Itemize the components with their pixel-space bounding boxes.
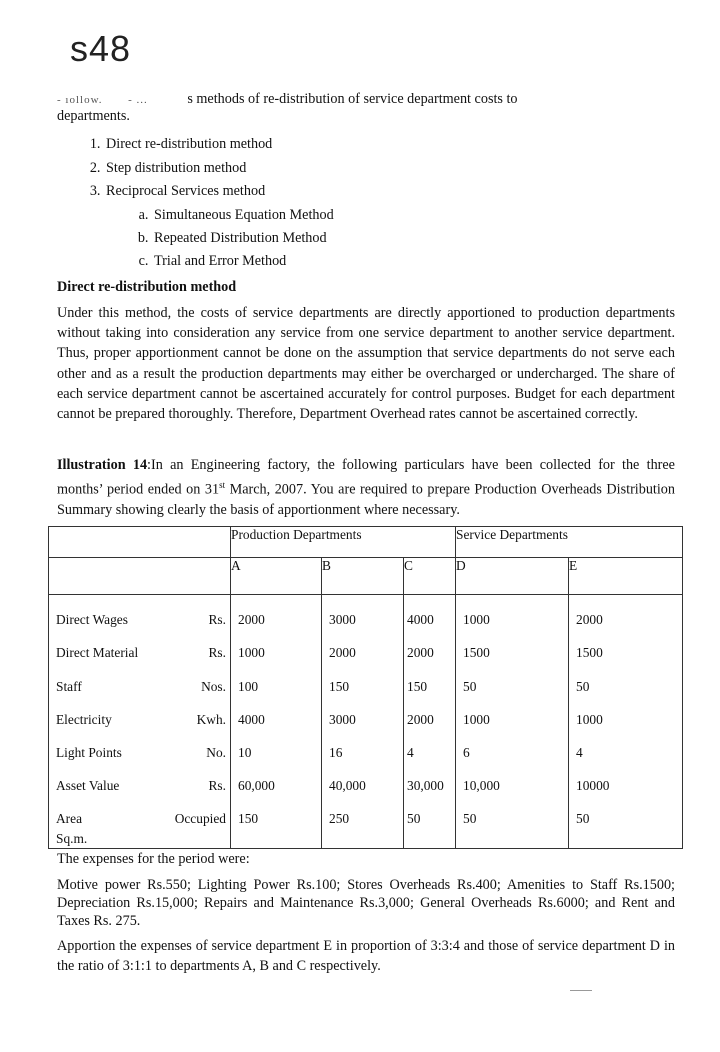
column-b (322, 595, 404, 849)
list-item: 1. Direct re-distribution method (104, 133, 334, 157)
illustration-paragraph (57, 455, 675, 520)
table-corner-cell (49, 527, 231, 558)
group-header-service: Service Departments (456, 527, 683, 558)
table-cell: 3000 (329, 612, 356, 627)
table-cell: 6 (463, 745, 470, 761)
table-cell: 50 (407, 810, 421, 826)
illustration-sup: st (219, 480, 226, 491)
table-cell: 150 (329, 678, 350, 694)
list-item: 2. Step distribution method (104, 157, 334, 181)
table-cell: 3000 (329, 711, 356, 727)
illustration-text-b: March, 2007. You are required to prepare Production Overheads Distribution Summary showing clearly the basis of apportionment where necessary. (57, 481, 675, 519)
intro-text: s methods of re-distribution of service department costs to (187, 91, 518, 107)
table-column-header-row (49, 558, 683, 595)
table-label-header-cell (49, 558, 231, 595)
column-d (456, 595, 569, 849)
table-cell: 1000 (238, 645, 265, 661)
sub-methods-list (106, 204, 334, 274)
column-header-c: C (404, 558, 456, 595)
intro-line (57, 91, 518, 108)
table-cell: 4 (576, 745, 583, 761)
column-e (569, 595, 683, 849)
row-label: Area (56, 810, 83, 826)
column-header-b: B (322, 558, 404, 595)
table-cell: 60,000 (238, 778, 275, 794)
stray-dash (570, 990, 592, 991)
table-cell: 2000 (407, 645, 434, 661)
row-label: Staff (56, 678, 82, 694)
table-cell: 50 (463, 810, 477, 826)
table-cell: 50 (576, 678, 590, 694)
methods-list (58, 133, 334, 273)
table-body-row (49, 595, 683, 849)
faded-prefix: - ıollow. (57, 94, 103, 106)
table-cell: 2000 (238, 612, 265, 627)
column-a (231, 595, 322, 849)
row-label-2: Sq.m. (56, 830, 88, 846)
section-body: Under this method, the costs of service departments are directly apportioned to production departments without taking into consideration any service from one service department to another service department. Thus, proper apportionment cannot be done on the assumption that service departments do not serve each other and as a result the production departments may either be overcharged or undercharged. The share of each service department cannot be ascertained accurately for control purposes. Budget for each department cannot be prepared thoroughly. Therefore, Department Overhead rates cannot be ascertained correctly. (57, 305, 675, 423)
column-header-e: E (569, 558, 683, 595)
illustration-label: Illustration 14 (57, 457, 148, 473)
table-cell: 1500 (463, 645, 490, 661)
table-cell: 10,000 (463, 778, 500, 794)
expenses-paragraph: Motive power Rs.550; Lighting Power Rs.100; Stores Overheads Rs.400; Amenities to Staff Rs.1500; Depreciation Rs.15,000; Repairs and Maintenance Rs.3,000; General Overheads Rs.6000; and Rent and Taxes Rs. 275. (57, 877, 675, 929)
table-cell: 100 (238, 678, 259, 694)
table-cell: 50 (463, 678, 477, 694)
list-item (104, 180, 334, 273)
row-unit: Rs. (208, 645, 226, 661)
faded-mark: - ... (128, 94, 148, 106)
page-number: s48 (70, 28, 132, 69)
table-cell: 10 (238, 745, 252, 761)
table-cell: 4 (407, 745, 414, 761)
row-unit: Rs. (208, 612, 226, 627)
row-label: Direct Material (56, 645, 139, 661)
column-header-d: D (456, 558, 569, 595)
intro-text-line2: departments. (57, 108, 130, 124)
table-cell: 1000 (463, 612, 490, 627)
row-label: Light Points (56, 745, 122, 761)
table-cell: 150 (407, 678, 428, 694)
table-cell: 4000 (238, 711, 265, 727)
table-cell: 10000 (576, 778, 610, 794)
row-unit: Rs. (208, 778, 226, 794)
column-header-a: A (231, 558, 322, 595)
table-cell: 16 (329, 745, 343, 761)
sub-list-item: c. Trial and Error Method (152, 250, 334, 273)
table-cell: 50 (576, 810, 590, 826)
table-cell: 2000 (329, 645, 356, 661)
illustration-text-a: :In an Engineering factory, the following particulars have been collected for the three months’ period ended on 31 (57, 457, 675, 498)
row-unit: No. (206, 745, 226, 761)
table-cell: 30,000 (407, 778, 444, 794)
table-cell: 40,000 (329, 778, 366, 794)
overhead-table (48, 526, 683, 849)
group-header-production: Production Departments (231, 527, 456, 558)
sub-list-item: b. Repeated Distribution Method (152, 227, 334, 250)
table-cell: 150 (238, 810, 259, 826)
apportion-paragraph: Apportion the expenses of service department E in proportion of 3:3:4 and those of service department D in the ratio of 3:1:1 to departments A, B and C respectively. (57, 938, 675, 974)
row-label: Electricity (56, 711, 112, 727)
row-unit: Nos. (201, 678, 226, 694)
expenses-heading: The expenses for the period were: (57, 851, 250, 867)
table-cell: 1000 (463, 711, 490, 727)
row-label: Direct Wages (56, 612, 128, 627)
sub-list-item: a. Simultaneous Equation Method (152, 204, 334, 227)
label-column (49, 595, 231, 849)
column-c (404, 595, 456, 849)
table-group-header-row (49, 527, 683, 558)
table-cell: 1500 (576, 645, 603, 661)
table-cell: 1000 (576, 711, 603, 727)
table-cell: 2000 (407, 711, 434, 727)
row-unit: Occupied (174, 810, 226, 826)
row-unit: Kwh. (196, 711, 226, 727)
table-cell: 2000 (576, 612, 603, 627)
table-cell: 250 (329, 810, 350, 826)
row-label: Asset Value (56, 778, 120, 794)
section-title: Direct re-distribution method (57, 279, 237, 295)
list-item-label: Reciprocal Services method (106, 183, 266, 199)
table-cell: 4000 (407, 612, 434, 627)
